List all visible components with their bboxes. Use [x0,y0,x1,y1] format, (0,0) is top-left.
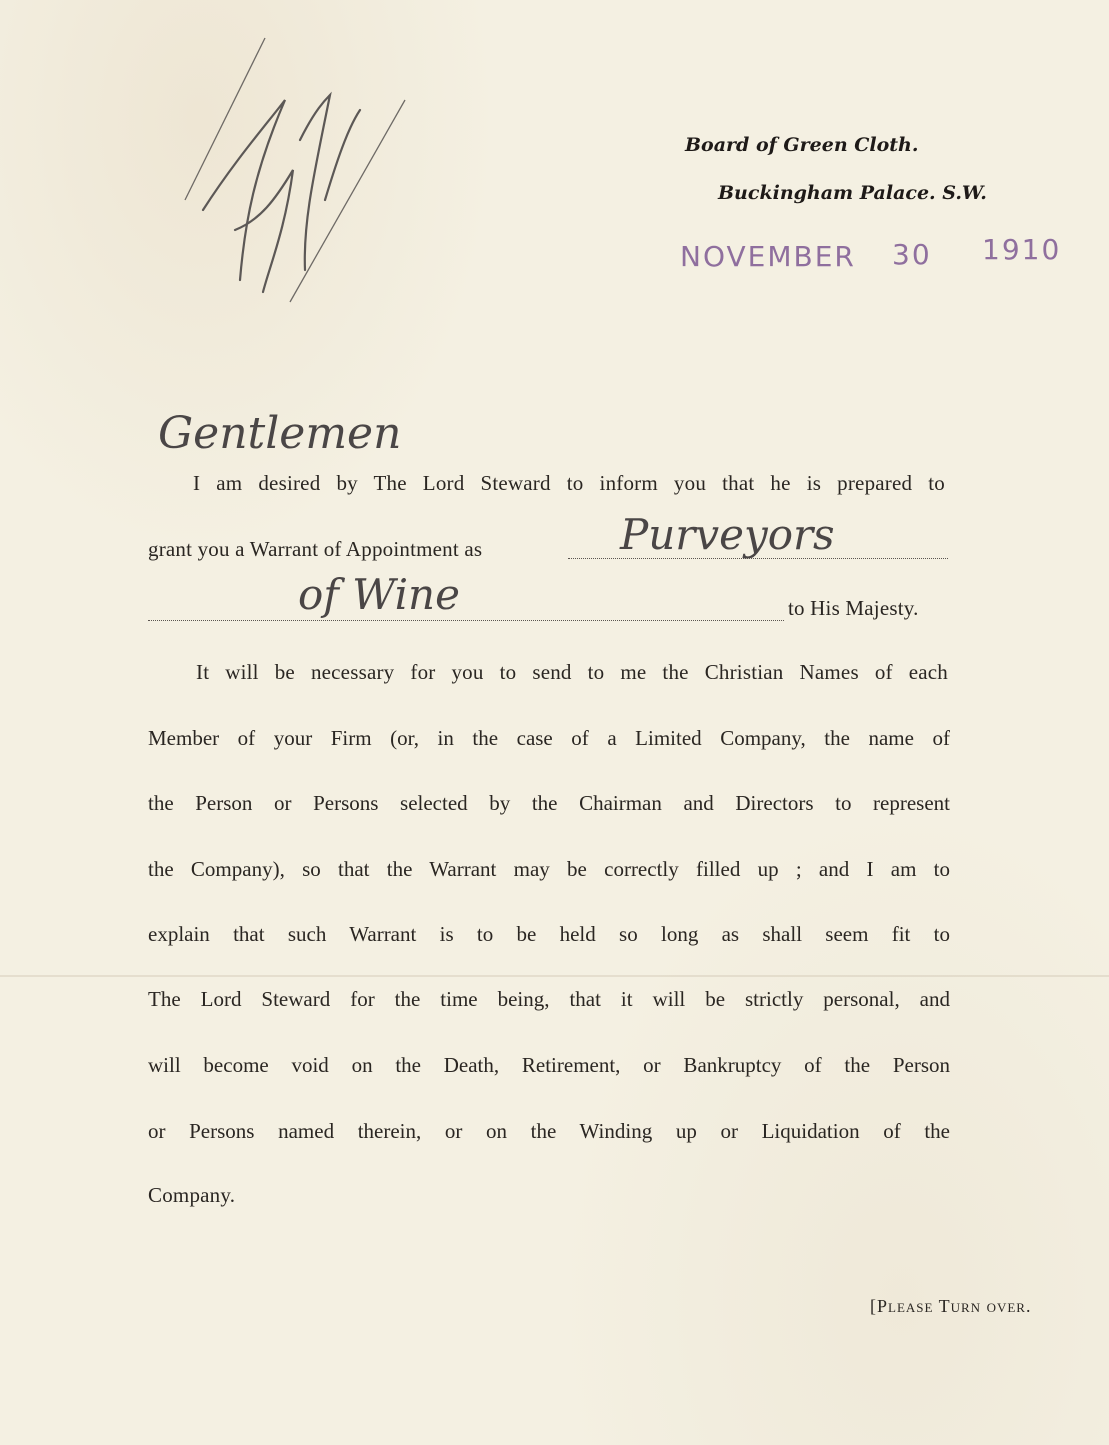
para1-line2: grant you a Warrant of Appointment as [148,537,483,561]
salutation-handwritten: Gentlemen [158,408,402,459]
para1-line1: I am desired by The Lord Steward to inform you that he is prepared to [193,471,945,495]
appointment-handwritten-2: of Wine [298,570,460,619]
para2-line8: or Persons named therein, or on the Winding up or Liquidation of the [148,1119,950,1143]
para2-line6: The Lord Steward for the time being, that it will be strictly personal, and [148,987,950,1011]
para2-line4: the Company), so that the Warrant may be correctly filled up ; and I am to [148,857,950,881]
appointment-blank-2 [148,620,784,621]
initials-scrawl [175,30,415,310]
appointment-handwritten-1: Purveyors [620,510,835,559]
para1-line3: to His Majesty. [788,596,919,620]
date-stamp-year: 1910 [982,233,1062,266]
date-stamp-month: NOVEMBER [680,240,856,273]
para2-line2: Member of your Firm (or, in the case of a Limited Company, the name of [148,726,950,750]
please-turn-over: [Please Turn over. [870,1296,1032,1316]
letterhead-department: Board of Green Cloth. [685,134,919,156]
para2-line3: the Person or Persons selected by the Chairman and Directors to represent [148,791,950,815]
date-stamp-day: 30 [892,238,932,271]
fold-crease [0,975,1109,977]
para2-line5: explain that such Warrant is to be held so long as shall seem fit to [148,922,950,946]
para2-line9: Company. [148,1183,236,1207]
para2-line1: It will be necessary for you to send to me the Christian Names of each [196,660,948,684]
letterhead-address: Buckingham Palace. S.W. [718,182,987,204]
para2-line7: will become void on the Death, Retirement, or Bankruptcy of the Person [148,1053,950,1077]
